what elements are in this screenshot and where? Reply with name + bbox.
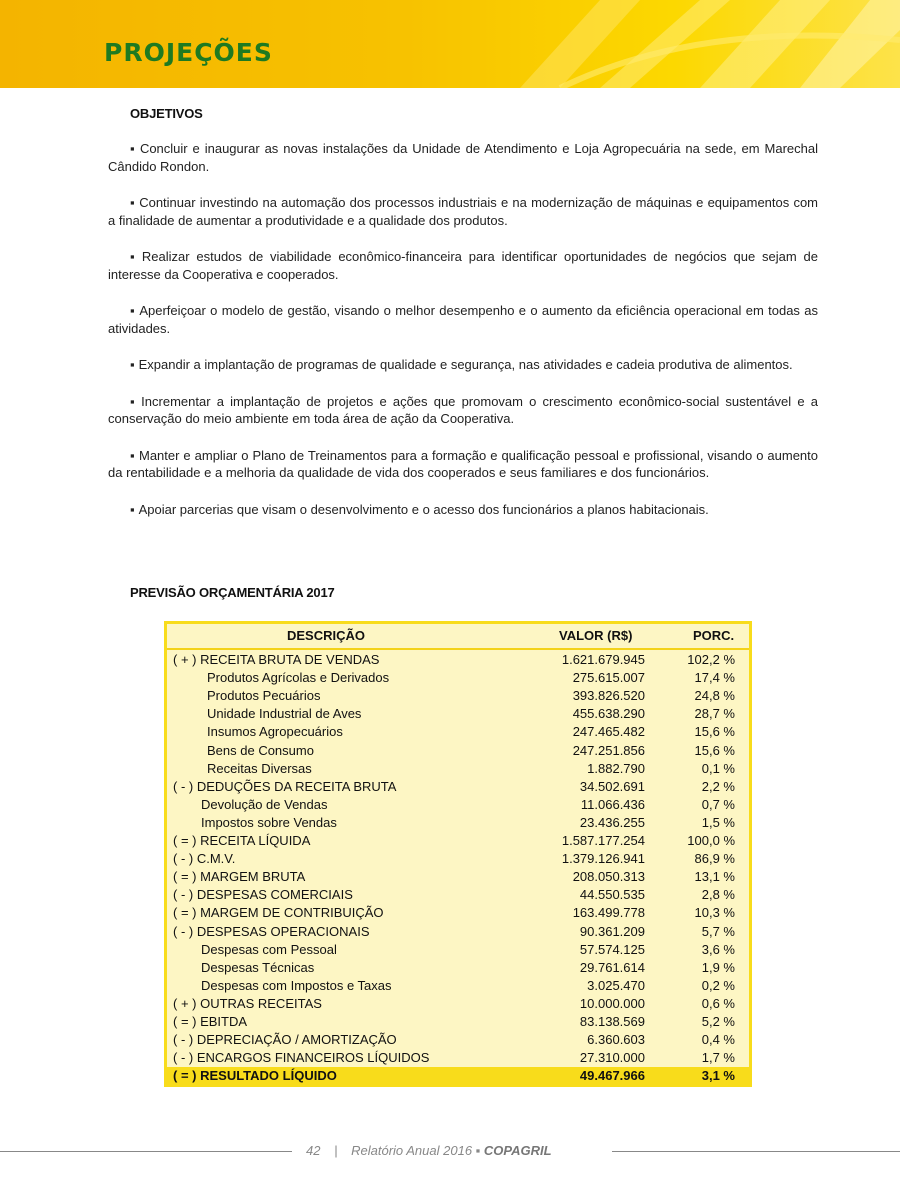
row-value: 34.502.691	[579, 778, 645, 794]
budget-row	[167, 1049, 749, 1067]
budget-row	[167, 760, 749, 778]
budget-row	[167, 1013, 749, 1031]
row-description: Unidade Industrial de Aves	[207, 706, 362, 722]
row-value: 44.550.535	[579, 887, 645, 903]
row-value: 1.379.126.941	[561, 851, 645, 867]
row-percent: 0,4 %	[701, 1032, 735, 1048]
row-value: 10.000.000	[579, 995, 645, 1011]
row-percent: 5,7 %	[701, 923, 735, 939]
budget-row	[167, 687, 749, 705]
row-percent: 2,2 %	[701, 778, 735, 794]
row-value: 208.050.313	[572, 869, 645, 885]
budget-row	[167, 886, 749, 904]
budget-row	[167, 651, 749, 669]
budget-row	[167, 832, 749, 850]
budget-row	[167, 904, 749, 922]
budget-row	[167, 742, 749, 760]
row-value: 57.574.125	[579, 941, 645, 957]
row-description: Impostos sobre Vendas	[201, 814, 337, 830]
page-title: PROJEÇÕES	[104, 38, 273, 67]
footer-bullet: ▪	[475, 1143, 481, 1158]
budget-total-row	[167, 1067, 749, 1085]
total-description: ( = ) RESULTADO LÍQUIDO	[173, 1068, 337, 1084]
row-percent: 17,4 %	[694, 670, 735, 686]
row-percent: 3,6 %	[701, 941, 735, 957]
total-percent: 3,1 %	[701, 1068, 735, 1084]
row-description: ( + ) RECEITA BRUTA DE VENDAS	[173, 652, 380, 667]
budget-row	[167, 1031, 749, 1049]
objective-item: ▪ Expandir a implantação de programas de qualidade e segurança, nas atividades e cadeia produtiva de alimentos.	[130, 357, 793, 372]
row-value: 23.436.255	[579, 814, 645, 830]
row-percent: 15,6 %	[694, 724, 735, 740]
row-description: ( - ) DESPESAS OPERACIONAIS	[173, 923, 370, 939]
row-description: Devolução de Vendas	[201, 796, 328, 812]
page-header	[0, 0, 900, 88]
objective-item: ▪ Incrementar a implantação de projetos e ações que promovam o crescimento econômico-social sustentável e a conservação do meio ambiente em toda área de ação da Cooperativa.	[108, 393, 818, 426]
row-description: ( = ) MARGEM DE CONTRIBUIÇÃO	[173, 905, 384, 921]
objective-item: ▪ Realizar estudos de viabilidade econômico-financeira para identificar oportunidades de negócios que sejam de interesse da Cooperativa e cooperados.	[108, 249, 818, 282]
row-value: 29.761.614	[579, 959, 645, 975]
row-description: ( - ) DESPESAS COMERCIAIS	[173, 887, 353, 903]
objectives-list	[108, 140, 818, 537]
row-description: ( - ) ENCARGOS FINANCEIROS LÍQUIDOS	[173, 1050, 430, 1066]
objective-item: ▪ Aperfeiçoar o modelo de gestão, visando o melhor desempenho e o aumento da eficiência operacional em todas as atividades.	[108, 303, 819, 336]
row-value: 11.066.436	[580, 796, 645, 812]
row-percent: 0,1 %	[701, 760, 735, 776]
row-description: ( - ) DEPRECIAÇÃO / AMORTIZAÇÃO	[173, 1032, 397, 1048]
budget-row	[167, 814, 749, 832]
budget-row	[167, 669, 749, 687]
budget-row	[167, 723, 749, 741]
row-value: 455.638.290	[572, 706, 645, 722]
row-percent: 24,8 %	[694, 688, 735, 704]
footer-rule-left	[0, 1151, 292, 1152]
row-description: Despesas Técnicas	[201, 959, 315, 975]
row-description: Receitas Diversas	[207, 760, 312, 776]
page-number: 42	[306, 1143, 321, 1158]
row-percent: 102,2 %	[687, 652, 735, 667]
budget-row	[167, 778, 749, 796]
row-description: Despesas com Impostos e Taxas	[201, 977, 392, 993]
row-value: 163.499.778	[572, 905, 645, 921]
row-value: 247.251.856	[572, 742, 645, 758]
row-description: ( - ) DEDUÇÕES DA RECEITA BRUTA	[173, 778, 397, 794]
budget-heading: PREVISÃO ORÇAMENTÁRIA 2017	[130, 585, 335, 600]
row-percent: 5,2 %	[701, 1014, 735, 1029]
row-value: 1.621.679.945	[561, 652, 645, 667]
row-value: 27.310.000	[579, 1050, 645, 1066]
row-description: ( = ) EBITDA	[173, 1014, 248, 1029]
row-percent: 1,9 %	[701, 959, 735, 975]
row-description: Produtos Pecuários	[207, 688, 321, 704]
row-description: Produtos Agrícolas e Derivados	[207, 670, 390, 686]
row-percent: 0,2 %	[701, 977, 735, 993]
total-value: 49.467.966	[579, 1068, 645, 1084]
row-value: 83.138.569	[579, 1014, 645, 1029]
row-percent: 2,8 %	[701, 887, 735, 903]
budget-table-header	[167, 624, 749, 650]
objective-item: ▪ Concluir e inaugurar as novas instalações da Unidade de Atendimento e Loja Agropecuária na sede, em Marechal Cândido Rondon.	[108, 141, 818, 174]
row-percent: 0,7 %	[701, 796, 735, 812]
row-percent: 100,0 %	[687, 833, 735, 848]
budget-table	[164, 621, 752, 1087]
row-percent: 15,6 %	[694, 742, 735, 758]
row-value: 247.465.482	[572, 724, 645, 740]
row-description: ( + ) OUTRAS RECEITAS	[173, 995, 322, 1011]
objectives-heading: OBJETIVOS	[130, 106, 203, 121]
budget-row	[167, 959, 749, 977]
row-value: 1.882.790	[587, 760, 645, 776]
row-percent: 0,6 %	[701, 995, 735, 1011]
row-value: 6.360.603	[587, 1032, 645, 1048]
budget-row	[167, 705, 749, 723]
budget-row	[167, 868, 749, 886]
row-percent: 1,5 %	[701, 814, 735, 830]
row-value: 275.615.007	[572, 670, 645, 686]
budget-row	[167, 941, 749, 959]
budget-row	[167, 995, 749, 1013]
row-percent: 86,9 %	[694, 851, 735, 867]
row-description: Bens de Consumo	[207, 742, 314, 758]
row-percent: 1,7 %	[701, 1050, 735, 1066]
row-description: Insumos Agropecuários	[207, 724, 343, 740]
row-percent: 10,3 %	[694, 905, 735, 921]
brand-name: COPAGRIL	[483, 1143, 552, 1158]
page-footer: 42 | Relatório Anual 2016 ▪ COPAGRIL	[306, 1143, 552, 1158]
objective-item: ▪ Apoiar parcerias que visam o desenvolvimento e o acesso dos funcionários a planos habitacionais.	[130, 501, 709, 517]
row-percent: 28,7 %	[694, 706, 735, 722]
row-description: ( = ) RECEITA LÍQUIDA	[173, 833, 311, 848]
budget-row	[167, 977, 749, 995]
footer-rule-right	[612, 1151, 900, 1152]
row-value: 1.587.177.254	[561, 833, 645, 848]
budget-row	[167, 923, 749, 941]
row-value: 3.025.470	[587, 977, 645, 993]
row-description: Despesas com Pessoal	[201, 941, 337, 957]
column-header-percent: PORC.	[693, 628, 735, 643]
column-header-description: DESCRIÇÃO	[287, 628, 366, 643]
row-description: ( = ) MARGEM BRUTA	[173, 869, 306, 885]
budget-row	[167, 850, 749, 868]
row-description: ( - ) C.M.V.	[173, 851, 236, 867]
objective-item: ▪ Manter e ampliar o Plano de Treinamentos para a formação e qualificação pessoal e profissional, visando o aumento da rentabilidade e a melhoria da qualidade de vida dos cooperados e seus familiares e dos funcionários.	[108, 447, 819, 480]
report-title: Relatório Anual 2016	[351, 1143, 473, 1158]
objective-item: ▪ Continuar investindo na automação dos processos industriais e na modernização de máquinas e equipamentos com a finalidade de aumentar a produtividade e a qualidade dos produtos.	[108, 195, 819, 228]
budget-row	[167, 796, 749, 814]
row-percent: 13,1 %	[694, 869, 735, 885]
column-header-value: VALOR (R$)	[559, 628, 633, 643]
row-value: 393.826.520	[572, 688, 645, 704]
row-value: 90.361.209	[579, 923, 645, 939]
